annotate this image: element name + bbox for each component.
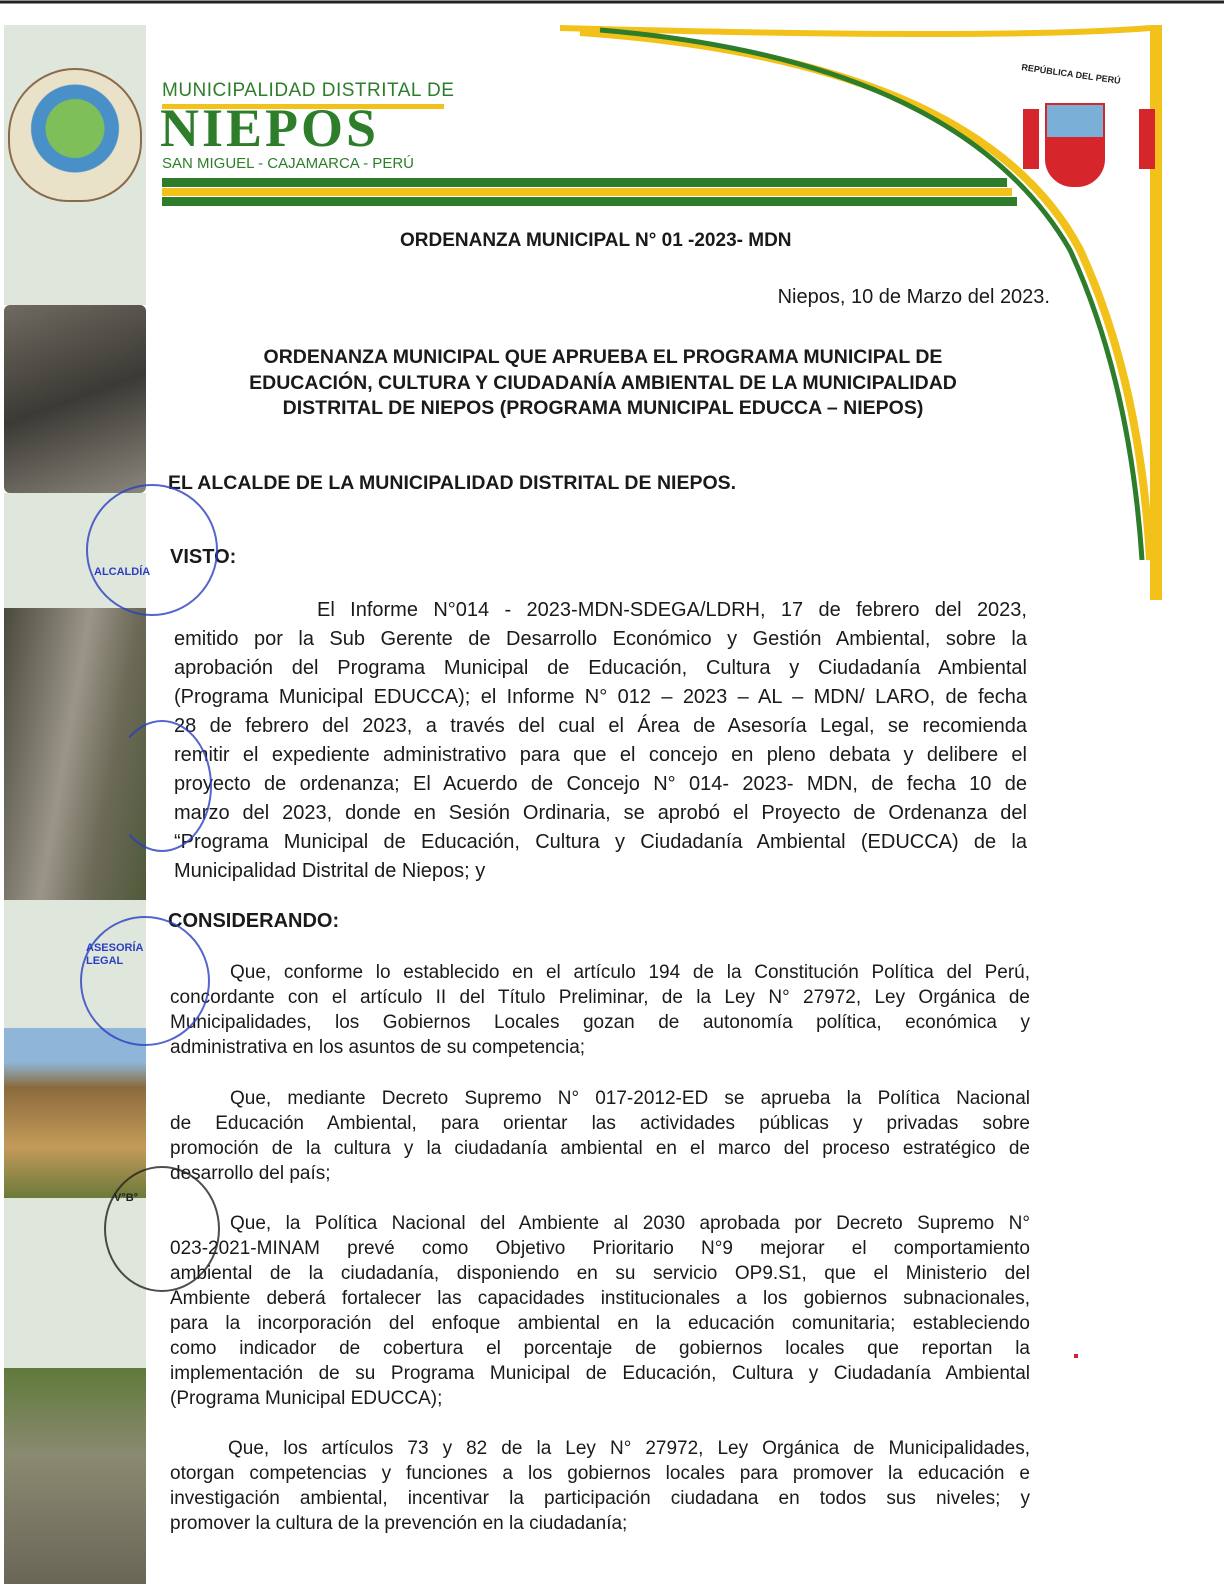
text-line: promoción de la cultura y la ciudadanía ambiental en el marco del proceso estratégico de [170, 1138, 1030, 1159]
municipality-name: NIEPOS [160, 98, 380, 158]
decorative-photo-landscape [4, 1368, 146, 1584]
text-line: concordante con el artículo II del Título Preliminar, de la Ley N° 27972, Ley Orgánica de [170, 987, 1030, 1008]
text-line: administrativa en los asuntos de su competencia; [170, 1037, 586, 1058]
text-line: 28 de febrero del 2023, a través del cual el Área de Asesoría Legal, se recomienda [174, 715, 1027, 737]
text-line: promover la cultura de la prevención en la ciudadanía; [170, 1513, 628, 1534]
text-line: de Educación Ambiental, para orientar las actividades públicas y privadas sobre [170, 1113, 1030, 1134]
text-line: aprobación del Programa Municipal de Educación, Cultura y Ciudadanía Ambiental [174, 657, 1027, 679]
text-line: ambiental de la ciudadanía, disponiendo en su servicio OP9.S1, que el Ministerio del [170, 1263, 1030, 1284]
considerando-paragraph [170, 1436, 1030, 1536]
text-line: (Programa Municipal EDUCCA); el Informe N° 012 – 2023 – AL – MDN/ LARO, de fecha [174, 686, 1027, 708]
considerando-paragraph [170, 1086, 1030, 1186]
considerando-paragraph [170, 960, 1030, 1060]
text-line: 023-2021-MINAM prevé como Objetivo Prioritario N°9 mejorar el comportamiento [170, 1238, 1030, 1259]
red-mark [1074, 1354, 1078, 1358]
document-date: Niepos, 10 de Marzo del 2023. [777, 286, 1050, 308]
text-line: El Informe N°014 - 2023-MDN-SDEGA/LDRH, 17 de febrero del 2023, [317, 599, 1027, 621]
municipality-line: MUNICIPALIDAD DISTRITAL DE [162, 80, 455, 101]
stamp-text: ASESORÍA LEGAL [86, 942, 144, 967]
text-line: Municipalidades, los Gobiernos Locales gozan de autonomía política, económica y [170, 1012, 1030, 1033]
text-line: “Programa Municipal de Educación, Cultura y Ciudadanía Ambiental (EDUCCA) de la [174, 831, 1027, 853]
subject-line: EDUCACIÓN, CULTURA Y CIUDADANÍA AMBIENTAL DE LA MUNICIPALIDAD [249, 371, 957, 394]
text-line: investigación ambiental, incentivar la participación ciudadana en todos sus niveles; y [170, 1488, 1030, 1509]
text-line: marzo del 2023, donde en Sesión Ordinaria, se aprobó el Proyecto de Ordenanza del [174, 802, 1027, 824]
text-line: Ambiente deberá fortalecer las capacidades institucionales a los gobiernos subnacionales, [170, 1288, 1030, 1309]
subject-line: DISTRITAL DE NIEPOS (PROGRAMA MUNICIPAL EDUCCA – NIEPOS) [282, 397, 924, 419]
text-line: Que, mediante Decreto Supremo N° 017-2012-ED se aprueba la Política Nacional [230, 1088, 1030, 1109]
text-line: Que, conforme lo establecido en el artículo 194 de la Constitución Política del Perú, [230, 962, 1030, 983]
stamp-alcaldia [86, 484, 218, 616]
peru-coat-of-arms [1015, 62, 1135, 215]
considerando-paragraph [170, 1211, 1030, 1411]
coat-of-arms-caption: REPÚBLICA DEL PERÚ [1020, 62, 1122, 86]
text-line: implementación de su Programa Municipal de Educación, Cultura y Ciudadanía Ambiental [170, 1363, 1030, 1384]
text-line: Que, los artículos 73 y 82 de la Ley N° 27972, Ley Orgánica de Municipalidades, [228, 1438, 1030, 1459]
text-line: emitido por la Sub Gerente de Desarrollo Económico y Gestión Ambiental, sobre la [174, 628, 1027, 650]
stamp-text: ALCALDÍA [94, 566, 151, 578]
stamp-partial [112, 720, 212, 852]
stamp-text: V°B° [114, 1192, 139, 1204]
text-line: Municipalidad Distrital de Niepos; y [174, 860, 486, 882]
text-line: remitir el expediente administrativo para que el concejo en pleno debata y delibere el [174, 744, 1027, 766]
text-line: Que, la Política Nacional del Ambiente al 2030 aprobada por Decreto Supremo N° [230, 1213, 1030, 1234]
issuer-heading: EL ALCALDE DE LA MUNICIPALIDAD DISTRITAL DE NIEPOS. [168, 472, 737, 494]
text-line: como indicador de cobertura el porcentaje de gobiernos locales que reportan la [170, 1338, 1030, 1359]
decorative-photo-church [4, 1028, 146, 1198]
stamp-asesoria-legal [80, 916, 210, 1046]
coat-of-arms-flags [1023, 109, 1155, 169]
document-title: ORDENANZA MUNICIPAL N° 01 -2023- MDN [400, 230, 792, 251]
visto-paragraph [174, 596, 1027, 886]
text-line: proyecto de ordenanza; El Acuerdo de Concejo N° 014- 2023- MDN, de fecha 10 de [174, 773, 1027, 795]
text-line: (Programa Municipal EDUCCA); [170, 1388, 443, 1409]
text-line: para la incorporación del enfoque ambiental en la educación comunitaria; estableciendo [170, 1313, 1030, 1334]
text-line: otorgan competencias y funciones a los gobiernos locales para promover la educación e [170, 1463, 1030, 1484]
text-line: desarrollo del país; [170, 1163, 331, 1184]
visto-heading: VISTO: [170, 546, 237, 568]
district-coat-of-arms [8, 68, 142, 202]
stamp-secretaria [104, 1166, 220, 1292]
municipality-location: SAN MIGUEL - CAJAMARCA - PERÚ [162, 155, 414, 172]
document-subject [180, 345, 1026, 422]
subject-line: ORDENANZA MUNICIPAL QUE APRUEBA EL PROGRAMA MUNICIPAL DE [263, 346, 943, 368]
considerando-heading: CONSIDERANDO: [168, 910, 340, 932]
